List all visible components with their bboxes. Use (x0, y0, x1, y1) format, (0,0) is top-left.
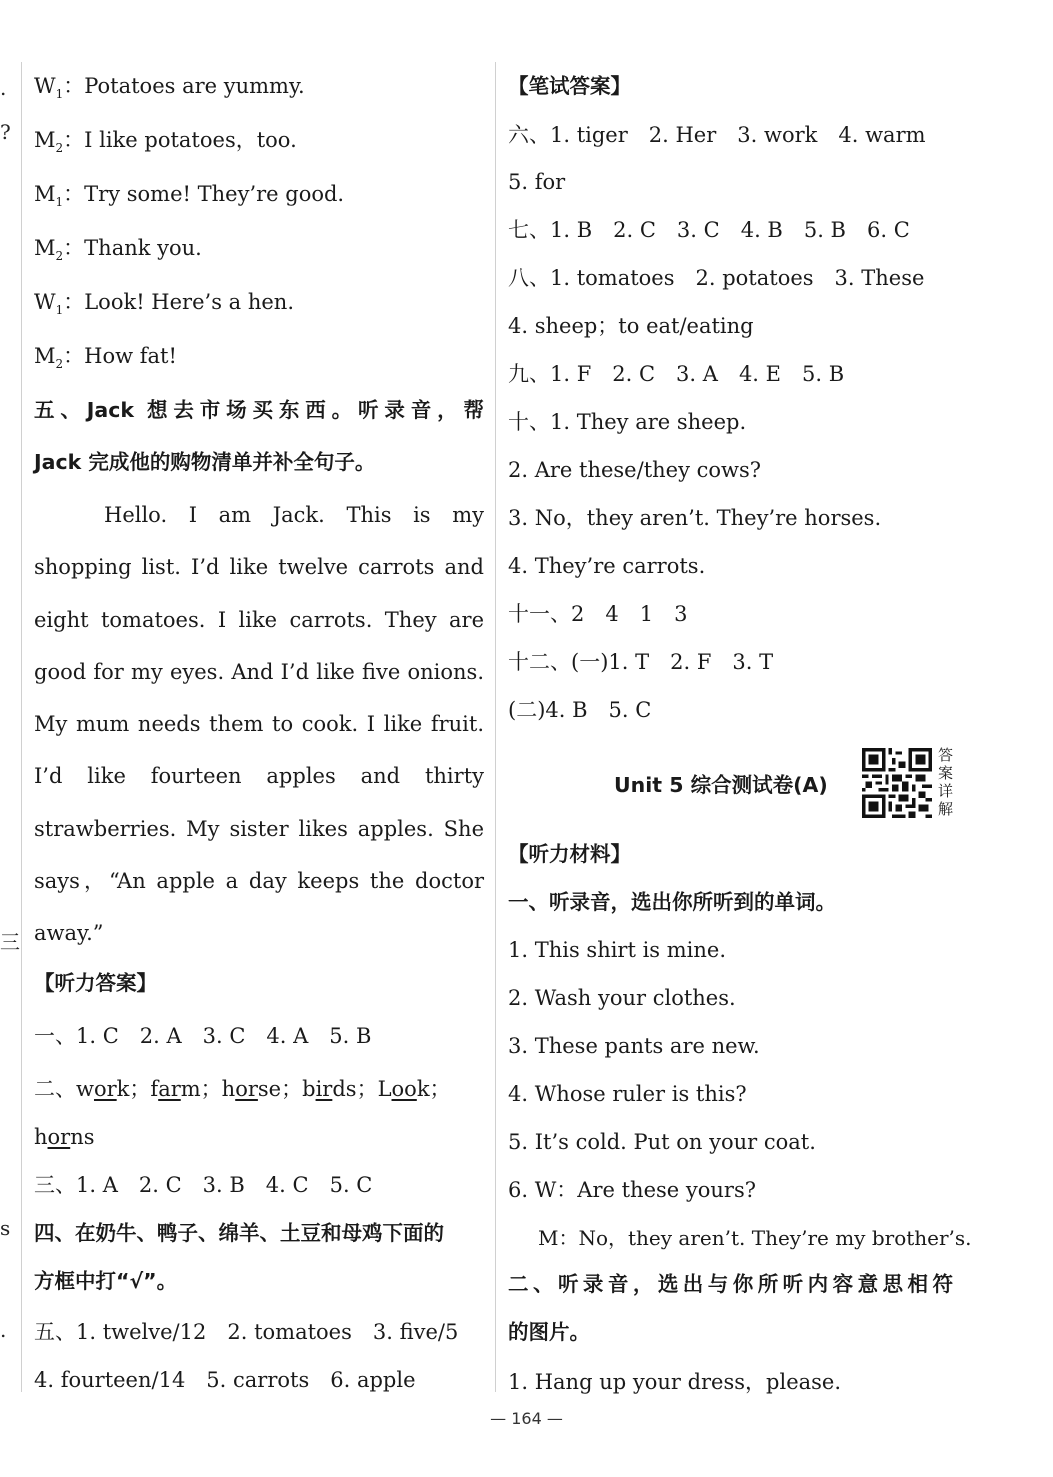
answer-line: 4. They’re carrots. (508, 554, 706, 578)
dialogue-line: $M_2$：Thank you. (34, 236, 202, 264)
listening-material-title: 【听力材料】 (508, 842, 631, 866)
dialogue-line: $M_1$：Try some! They’re good. (34, 182, 345, 210)
dialogue-line: $M_2$：I like potatoes，too. (34, 128, 297, 156)
dialogue-line: $W_1$：Look! Here’s a hen. (34, 290, 294, 318)
listening-item: 1. Hang up your dress，please. (508, 1370, 842, 1394)
listening-item-reply: M：No，they aren’t. They’re my brother’s. (538, 1226, 972, 1250)
section-title: 一、听录音，选出你所听到的单词。 (508, 890, 836, 914)
answer-line: 五、1. twelve/12 2. tomatoes 3. five/5 (34, 1320, 459, 1344)
answer-line: 八、1. tomatoes 2. potatoes 3. These (508, 266, 925, 290)
section-title: 二、听录音，选出与你所听内容意思相符 (508, 1272, 953, 1296)
listening-item: 4. Whose ruler is this? (508, 1082, 747, 1106)
page-footer: — 164 — (490, 1409, 563, 1428)
edge-mark: . (0, 76, 7, 100)
answer-line: 九、1. F 2. C 3. A 4. E 5. B (508, 362, 845, 386)
edge-mark: 三 (0, 930, 20, 954)
listening-item: 3. These pants are new. (508, 1034, 760, 1058)
listening-item: 6. W：Are these yours? (508, 1178, 756, 1202)
section-title: 五、Jack 想去市场买东西。听录音，帮 (34, 398, 484, 422)
answer-line: 二、work；farm；horse；birds；Look； (34, 1077, 451, 1101)
written-answers-title: 【笔试答案】 (508, 74, 631, 98)
listening-item: 1. This shirt is mine. (508, 938, 727, 962)
answer-line: 方框中打“√”。 (34, 1269, 178, 1293)
answer-line: 3. No，they aren’t. They’re horses. (508, 506, 882, 530)
answer-line: 六、1. tiger 2. Her 3. work 4. warm (508, 123, 926, 147)
answer-line: 4. sheep；to eat/eating (508, 314, 754, 338)
dialogue-line: $M_2$：How fat! (34, 344, 177, 372)
answer-line: (二)4. B 5. C (508, 698, 652, 722)
listening-item: 5. It’s cold. Put on your coat. (508, 1130, 816, 1154)
answer-line: 4. fourteen/14 5. carrots 6. apple (34, 1368, 416, 1392)
answer-line: horns (34, 1125, 95, 1149)
column-divider (495, 62, 496, 1392)
answer-line: 2. Are these/they cows? (508, 458, 762, 482)
answer-line: 一、1. C 2. A 3. C 4. A 5. B (34, 1024, 372, 1048)
answer-line: 十、1. They are sheep. (508, 410, 747, 434)
edge-mark: s (0, 1216, 11, 1240)
unit-title: Unit 5 综合测试卷(A) (614, 773, 828, 797)
answer-line: 5. for (508, 170, 566, 194)
section-title: 的图片。 (508, 1320, 590, 1344)
answer-line: 十一、2 4 1 3 (508, 602, 688, 626)
page-number: 164 (511, 1409, 542, 1428)
listening-item: 2. Wash your clothes. (508, 986, 736, 1010)
edge-mark: . (0, 1318, 7, 1342)
section-title: Jack 完成他的购物清单并补全句子。 (34, 450, 376, 474)
listening-answers-title: 【听力答案】 (34, 971, 157, 995)
answer-line: 七、1. B 2. C 3. C 4. B 5. B 6. C (508, 218, 910, 242)
listening-paragraph: Hello. I am Jack. This is my shopping list. I’d like twelve carrots and eight tomatoes. I like carrots. They are good for my eyes. And I’d like five onions. My mum needs them to cook. I like fruit. I’d like fourteen apples and thirty strawberries. My sister likes apples. She says，“An apple a day keeps the doctor away.” (34, 503, 484, 946)
answer-line: 四、在奶牛、鸭子、绵羊、土豆和母鸡下面的 (34, 1221, 444, 1245)
qr-code-icon[interactable] (862, 748, 932, 818)
dialogue-line: $W_1$：Potatoes are yummy. (34, 74, 305, 102)
qr-label: 答案详解 (938, 746, 954, 818)
left-margin-rule (21, 62, 22, 1392)
edge-mark: ? (0, 120, 11, 144)
answer-line: 十二、(一)1. T 2. F 3. T (508, 650, 774, 674)
answer-line: 三、1. A 2. C 3. B 4. C 5. C (34, 1173, 373, 1197)
